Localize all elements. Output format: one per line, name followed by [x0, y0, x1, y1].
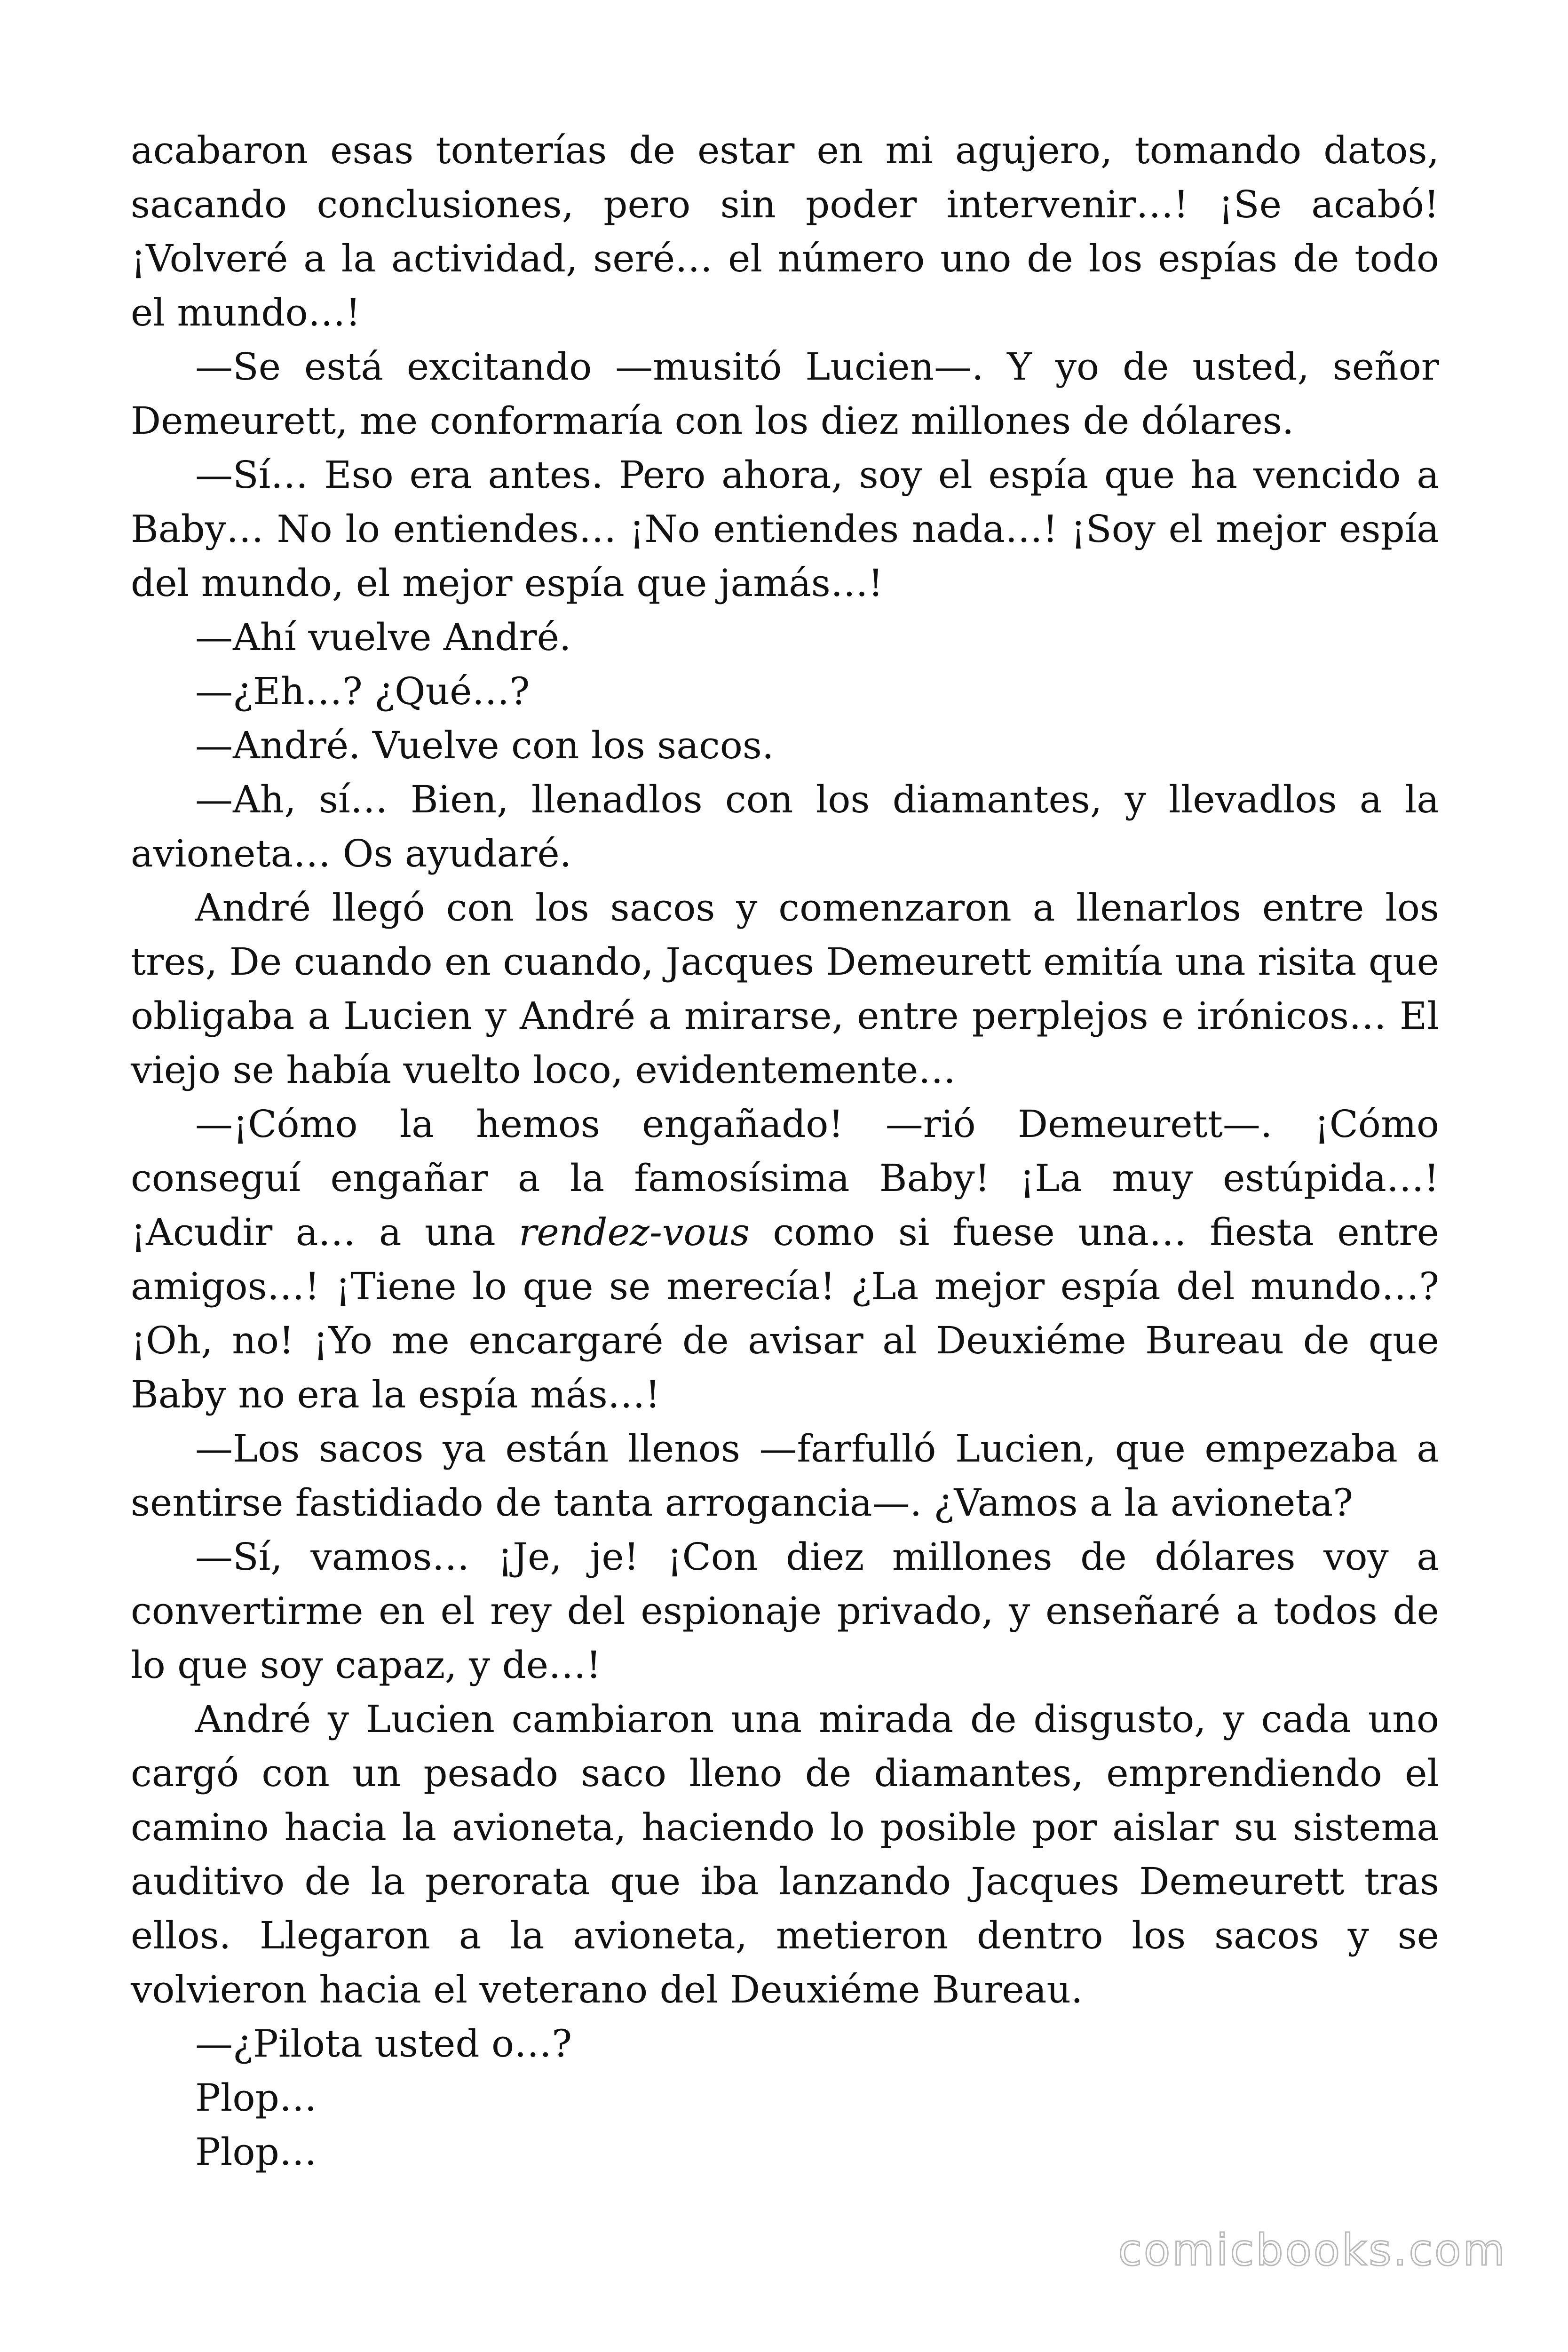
paragraph-dialogue: —Ah, sí… Bien, llenadlos con los diamantes, y llevadlos a la avioneta… Os ayudaré.: [131, 778, 1439, 875]
paragraph-sound-effect: Plop…: [195, 2076, 317, 2120]
paragraph-dialogue: —Sí… Eso era antes. Pero ahora, soy el espía que ha vencido a Baby… No lo entiendes… ¡No entiendes nada…! ¡Soy el mejor espía del mundo, el mejor espía que jamás…!: [131, 453, 1439, 605]
watermark-logo: comicbooks.com: [1118, 2225, 1507, 2275]
paragraph-narration: André llegó con los sacos y comenzaron a llenarlos entre los tres, De cuando en cuando, Jacques Demeurett emitía una risita que obligaba a Lucien y André a mirarse, entre perplejos e irónicos… El viejo se había vuelto loco, evidentemente…: [131, 886, 1439, 1092]
paragraph-text-segment: —¡Cómo la hemos engañado! —rió Demeurett—. ¡Cómo conseguí engañar a la famosísima Baby! ¡La muy estúpida…! ¡Acudir a… a una: [131, 1102, 1439, 1254]
book-page-body: [131, 123, 1439, 2179]
paragraph-continuation: acabaron esas tonterías de estar en mi agujero, tomando datos, sacando conclusiones, pero sin poder intervenir…! ¡Se acabó! ¡Volveré a la actividad, seré… el número uno de los espías de todo el mundo…!: [131, 128, 1439, 334]
paragraph-dialogue: —Se está excitando —musitó Lucien—. Y yo de usted, señor Demeurett, me conformaría con los diez millones de dólares.: [131, 345, 1439, 443]
paragraph-dialogue: —Los sacos ya están llenos —farfulló Lucien, que empezaba a sentirse fastidiado de tanta arrogancia—. ¿Vamos a la avioneta?: [131, 1427, 1439, 1525]
paragraph-dialogue: —André. Vuelve con los sacos.: [195, 723, 774, 767]
paragraph-dialogue: —Ahí vuelve André.: [195, 615, 571, 659]
paragraph-dialogue: —Sí, vamos… ¡Je, je! ¡Con diez millones de dólares voy a convertirme en el rey del espionaje privado, y enseñaré a todos de lo que soy capaz, y de…!: [131, 1535, 1439, 1687]
paragraph-dialogue-with-italic: [131, 1097, 1439, 1422]
paragraph-dialogue: —¿Pilota usted o…?: [195, 2022, 572, 2066]
paragraph-text-segment: como si fuese una… fiesta entre amigos…! ¡Tiene lo que se merecía! ¿La mejor espía del mundo…? ¡Oh, no! ¡Yo me encargaré de avisar al Deuxiéme Bureau de que Baby no era la espía más…!: [131, 1210, 1440, 1416]
paragraph-narration: André y Lucien cambiaron una mirada de disgusto, y cada uno cargó con un pesado saco lleno de diamantes, emprendiendo el camino hacia la avioneta, haciendo lo posible por aislar su sistema auditivo de la perorata que iba lanzando Jacques Demeurett tras ellos. Llegaron a la avioneta, metieron dentro los sacos y se volvieron hacia el veterano del Deuxiéme Bureau.: [131, 1697, 1439, 2011]
italic-phrase: rendez-vous: [519, 1210, 750, 1254]
paragraph-sound-effect: Plop…: [195, 2130, 317, 2174]
paragraph-dialogue: —¿Eh…? ¿Qué…?: [195, 669, 530, 713]
